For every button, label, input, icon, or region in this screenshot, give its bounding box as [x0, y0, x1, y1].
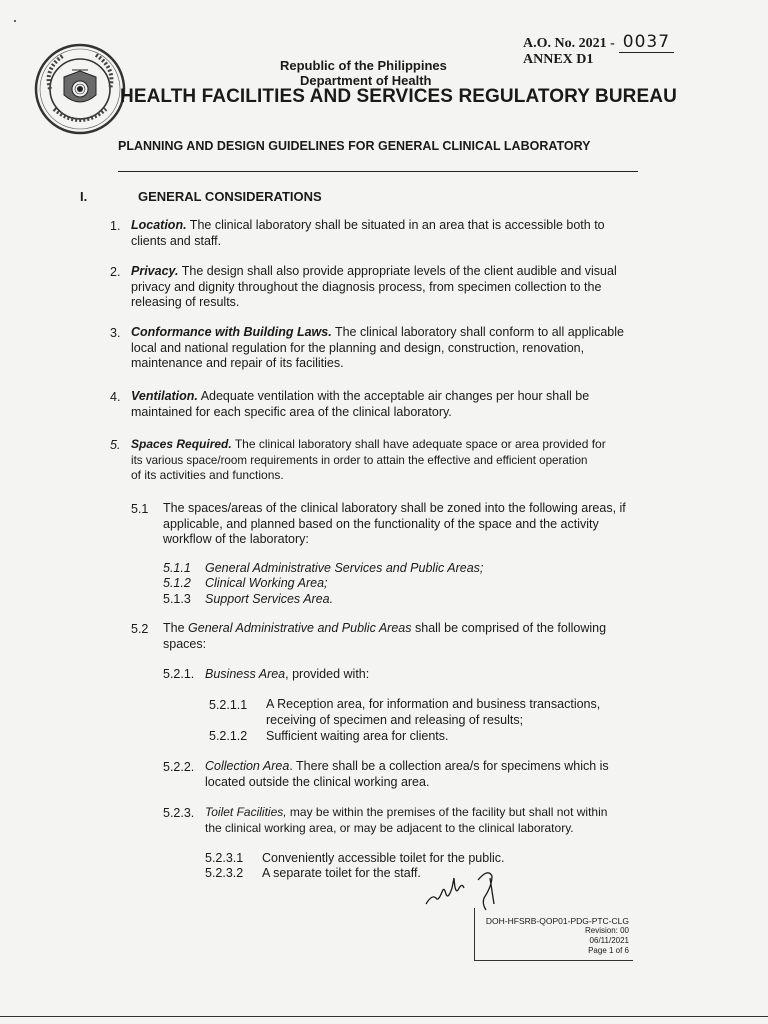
- item-term: Privacy.: [131, 264, 179, 278]
- subitem-text: . There shall be a collection area/s for specimens which is: [289, 759, 609, 773]
- subitem-term: Business Area: [205, 667, 286, 681]
- annex-label: ANNEX D1: [523, 52, 594, 67]
- item-ventilation: [131, 389, 636, 420]
- subitem-number: 5.1.1: [163, 561, 191, 575]
- item-term: Spaces Required.: [131, 437, 232, 451]
- item-text: privacy and dignity throughout the diagnosis process, from specimen collection to the: [131, 279, 602, 294]
- bureau-title: HEALTH FACILITIES AND SERVICES REGULATORY BUREAU: [120, 86, 677, 107]
- subsection-text: applicable, and planned based on the functionality of the space and the activity: [163, 516, 599, 531]
- subsection-text: shall be comprised of the following: [411, 621, 607, 635]
- item-location: [131, 218, 636, 249]
- subsubitem-staff-toilet: A separate toilet for the staff.: [262, 866, 421, 880]
- subsection-term: General Administrative and Public Areas: [188, 621, 412, 635]
- title-divider: [118, 171, 638, 172]
- subitem-text: the clinical working area, or may be adjacent to the clinical laboratory.: [205, 820, 574, 835]
- item-term: Conformance with Building Laws.: [131, 325, 332, 339]
- subitem-number: 5.1.3: [163, 592, 191, 606]
- section-heading: GENERAL CONSIDERATIONS: [138, 189, 322, 204]
- item-text: maintained for each specific area of the clinical laboratory.: [131, 404, 452, 419]
- item-text: Adequate ventilation with the acceptable air changes per hour shall be: [197, 389, 590, 403]
- document-title: PLANNING AND DESIGN GUIDELINES FOR GENERAL CLINICAL LABORATORY: [118, 139, 591, 153]
- subsection-text: workflow of the laboratory:: [163, 532, 309, 546]
- subitem-number: 5.2.1.: [163, 667, 195, 681]
- subitem-text: , provided with:: [285, 667, 370, 681]
- subsection-number: 5.1: [131, 502, 149, 516]
- item-number: 5.: [110, 438, 121, 452]
- subitem-5-2-2: [205, 759, 638, 790]
- item-text: its various space/room requirements in order to attain the effective and efficient operation: [131, 453, 588, 467]
- subitem-text: General Administrative Services and Public Areas;: [205, 561, 484, 575]
- subsection-text: spaces:: [163, 636, 207, 651]
- subsubitem-public-toilet: Conveniently accessible toilet for the public.: [262, 851, 505, 865]
- subsubitem-number: 5.2.3.2: [205, 866, 244, 880]
- item-text: The clinical laboratory shall be situated in an area that is accessible both to: [186, 218, 605, 232]
- subsubitem-text: receiving of specimen and releasing of results;: [266, 712, 524, 727]
- subitem-term: Collection Area: [205, 759, 290, 773]
- doh-seal-icon: [34, 43, 126, 135]
- item-text: clients and staff.: [131, 233, 222, 248]
- subsubitem-number: 5.2.1.1: [209, 698, 248, 712]
- ao-handwritten-number: 0037: [619, 32, 674, 53]
- item-number: 4.: [110, 390, 121, 404]
- item-text: The clinical laboratory shall conform to all applicable: [331, 325, 624, 339]
- republic-label: Republic of the Philippines: [280, 58, 447, 73]
- subsubitem-waiting: Sufficient waiting area for clients.: [266, 729, 449, 743]
- subsection-text: The: [163, 621, 189, 635]
- subitem-5-2-3: [205, 805, 638, 836]
- item-privacy: [131, 264, 636, 311]
- revision-label: Revision: 00: [584, 926, 629, 935]
- subsubitem-number: 5.2.1.2: [209, 729, 248, 743]
- subsubitem-text: A Reception area, for information and business transactions,: [266, 697, 601, 711]
- subitem-number: 5.2.2.: [163, 760, 195, 774]
- subsubitem-reception: [266, 697, 638, 728]
- item-text: The clinical laboratory shall have adequate space or area provided for: [231, 437, 606, 451]
- item-text: maintenance and repair of its facilities.: [131, 356, 344, 370]
- ao-number: [523, 32, 674, 52]
- item-spaces-required: [131, 437, 636, 484]
- subsection-number: 5.2: [131, 622, 149, 636]
- page-bottom-edge: [0, 1016, 768, 1017]
- item-number: 1.: [110, 219, 121, 233]
- subitem-text: Clinical Working Area;: [205, 576, 328, 590]
- item-text: of its activities and functions.: [131, 468, 284, 482]
- subitem-text: may be within the premises of the facility but shall not within: [286, 805, 608, 819]
- item-conformance: [131, 325, 636, 372]
- item-text: releasing of results.: [131, 295, 240, 309]
- subitem-term: Toilet Facilities,: [205, 805, 287, 819]
- subitem-5-2-1: [205, 667, 369, 681]
- subitem-number: 5.2.3.: [163, 806, 195, 820]
- item-number: 2.: [110, 265, 121, 279]
- scan-speck: [14, 20, 16, 22]
- document-control-box: [474, 908, 633, 961]
- subsection-5-2: [163, 621, 637, 652]
- subitem-text: Support Services Area.: [205, 592, 334, 606]
- ao-label: A.O. No. 2021 -: [523, 36, 615, 51]
- subsection-5-1: [163, 501, 637, 548]
- section-number: I.: [80, 189, 88, 204]
- item-term: Ventilation.: [131, 389, 198, 403]
- item-number: 3.: [110, 326, 121, 340]
- page-number: Page 1 of 6: [588, 946, 629, 955]
- item-text: local and national regulation for the planning and design, construction, renovation,: [131, 340, 585, 355]
- subsubitem-number: 5.2.3.1: [205, 851, 244, 865]
- subitem-text: located outside the clinical working area.: [205, 774, 430, 789]
- subsection-text: The spaces/areas of the clinical laboratory shall be zoned into the following areas, if: [163, 501, 626, 515]
- document-code: DOH-HFSRB-QOP01-PDG-PTC-CLG: [485, 916, 629, 926]
- document-date: 06/11/2021: [589, 936, 629, 945]
- department-label: Department of Health: [300, 73, 432, 88]
- item-term: Location.: [131, 218, 187, 232]
- subitem-number: 5.1.2: [163, 576, 191, 590]
- item-text: The design shall also provide appropriate levels of the client audible and visual: [178, 264, 617, 278]
